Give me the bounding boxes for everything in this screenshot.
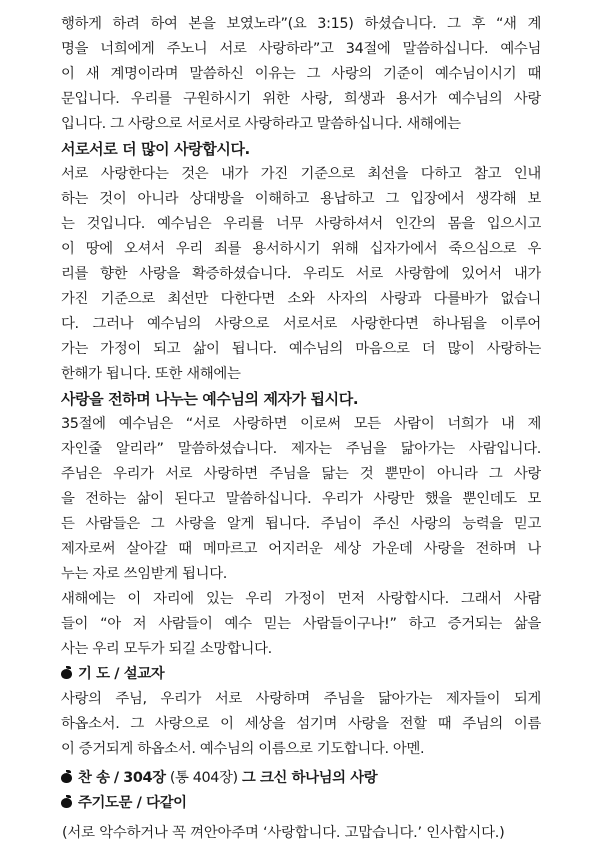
text-line: 는 것입니다. 예수님은 우리를 너무 사랑하셔서 인간의 몸을 입으시고 bbox=[61, 216, 541, 232]
text-line: 리를 향한 사랑을 확증하셨습니다. 우리도 서로 사랑함에 있어서 내가 bbox=[61, 266, 541, 282]
text-line: 든 사람들은 그 사랑을 알게 됩니다. 주님이 주신 사랑의 능력을 믿고 bbox=[61, 516, 541, 532]
text-line: 가진 기준으로 최선만 다한다면 소와 사자의 사랑과 다를바가 없습니 bbox=[61, 291, 541, 307]
text-line: 하옵소서. 그 사랑으로 이 세상을 섬기며 사랑을 전할 때 주님의 이름 bbox=[61, 716, 541, 732]
apple-icon bbox=[61, 796, 72, 808]
text-line: 들이 “아 저 사람들이 예수 믿는 사람들이구나!” 하고 증거되는 삶을 bbox=[61, 616, 541, 632]
prayer-heading-label: 기 도 / 설교자 bbox=[78, 666, 165, 682]
text-line: 새해에는 이 자리에 있는 우리 가정이 먼저 사랑합시다. 그래서 사람 bbox=[61, 591, 541, 607]
apple-icon bbox=[61, 771, 72, 783]
text-line: 제자로써 살아갈 때 메마르고 어지러운 세상 가운데 사랑을 전하며 나 bbox=[61, 541, 541, 557]
text-line: 자인줄 알리라” 말씀하셨습니다. 제자는 주님을 닮아가는 사람입니다. bbox=[61, 441, 541, 457]
prayer-heading bbox=[61, 662, 541, 686]
text-line: 35절에 예수님은 “서로 사랑하면 이로써 모든 사람이 너희가 내 제 bbox=[61, 416, 541, 432]
text-line: 누는 자로 쓰임받게 됩니다. bbox=[61, 566, 227, 582]
hymn-title: 그 크신 하나님의 사랑 bbox=[241, 770, 378, 786]
lords-prayer-heading bbox=[61, 791, 541, 815]
hymn-label: 찬 송 bbox=[78, 770, 110, 786]
text-line: 문입니다. 우리를 구원하시기 위한 사랑, 희생과 용서가 예수님의 사랑 bbox=[61, 91, 541, 107]
text-line: 이 증거되게 하옵소서. 예수님의 이름으로 기도합니다. 아멘. bbox=[61, 741, 425, 757]
hymn-number: / 304장 bbox=[113, 770, 166, 786]
text-line: 행하게 하려 하여 본을 보였노라”(요 3:15) 하셨습니다. 그 후 “새 계 bbox=[61, 16, 541, 32]
text-line: 명을 너희에게 주노니 서로 사랑하라”고 34절에 말씀하십니다. 예수님 bbox=[61, 41, 541, 57]
text-line: 이 새 계명이라며 말씀하신 이유는 그 사랑의 기준이 예수님이시기 때 bbox=[61, 66, 541, 82]
hymn-heading bbox=[61, 766, 541, 790]
text-line: 입니다. 그 사랑으로 서로서로 사랑하라고 말씀하십니다. 새해에는 bbox=[61, 116, 461, 132]
text-line: 다. 그러나 예수님의 사랑으로 서로서로 사랑한다면 하나됨을 이루어 bbox=[61, 316, 541, 332]
text-line: 이 땅에 오셔서 우리 죄를 용서하시기 위해 십자가에서 죽으심으로 우 bbox=[61, 241, 541, 257]
text-line: 가는 가정이 되고 삶이 됩니다. 예수님의 마음으로 더 많이 사랑하는 bbox=[61, 341, 541, 357]
apple-icon bbox=[61, 667, 72, 679]
text-line: 한해가 됩니다. 또한 새해에는 bbox=[61, 366, 241, 382]
lords-prayer-label: 주기도문 / 다같이 bbox=[78, 795, 187, 811]
text-line: 서로 사랑한다는 것은 내가 가진 기준으로 최선을 다하고 참고 인내 bbox=[61, 166, 541, 182]
emphasis-heading: 사랑을 전하며 나누는 예수님의 제자가 됩시다. bbox=[61, 390, 359, 408]
emphasis-heading: 서로서로 더 많이 사랑합시다. bbox=[61, 140, 250, 158]
text-line: 사랑의 주님, 우리가 서로 사랑하며 주님을 닮아가는 제자들이 되게 bbox=[61, 691, 541, 707]
text-line: 사는 우리 모두가 되길 소망합니다. bbox=[61, 641, 272, 657]
text-line: 을 전하는 삶이 된다고 말씀하십니다. 우리가 사랑만 했을 뿐인데도 모 bbox=[61, 491, 541, 507]
hymn-old-number: (통 404장) bbox=[169, 770, 238, 786]
text-line: 주님은 우리가 서로 사랑하면 주님을 닮는 것 뿐만이 아니라 그 사랑 bbox=[61, 466, 541, 482]
closing-note: (서로 악수하거나 꼭 껴안아주며 ‘사랑합니다. 고맙습니다.’ 인사합시다.) bbox=[62, 825, 505, 841]
text-line: 하는 것이 아니라 상대방을 이해하고 용납하고 그 입장에서 생각해 보 bbox=[61, 191, 541, 207]
